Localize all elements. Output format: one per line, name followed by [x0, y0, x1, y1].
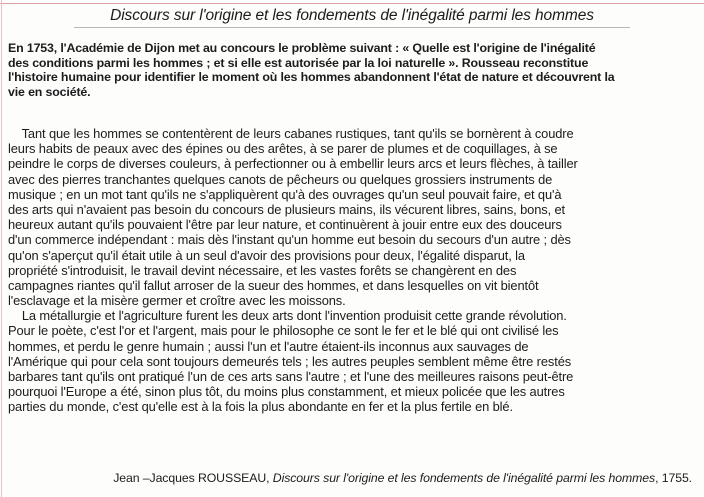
title-underline — [74, 27, 630, 28]
intro-line: En 1753, l'Académie de Dijon met au concours le problème suivant : « Quelle est l'origine de l'inégalité — [8, 41, 596, 55]
intro-line: l'histoire humaine pour identifier le moment où les hommes abandonnent l'état de nature et découvrent la — [8, 70, 615, 85]
left-margin-line — [1, 0, 2, 497]
excerpt-text — [8, 126, 698, 415]
excerpt-line: Tant que les hommes se contentèrent de leurs cabanes rustiques, tant qu'ils se bornèrent à coudre — [8, 126, 574, 141]
excerpt-line: Pour le poète, c'est l'or et l'argent, mais pour le philosophe ce sont le fer et le blé qui ont civilisé les — [8, 323, 559, 339]
excerpt-line: parties du monde, c'est qu'elle est à la fois la plus abondante en fer et la plus fertile en blé. — [8, 399, 513, 415]
excerpt-line: l'esclavage et la misère germer et croître avec les moissons. — [8, 293, 346, 309]
excerpt-line: d'un commerce indépendant : mais dès l'instant qu'un homme eut besoin du secours d'un autre ; dès — [8, 232, 571, 248]
citation-author: Jean –Jacques ROUSSEAU, — [113, 471, 273, 485]
intro-paragraph — [8, 41, 696, 99]
excerpt-line: avec des pierres tranchantes quelques canots de pêcheurs ou quelques grossiers instruments de — [8, 171, 553, 187]
excerpt-line: campagnes riantes qu'il fallut arroser de la sueur des hommes, et dans lesquelles on vit bientôt — [8, 277, 539, 293]
excerpt-line: La métallurgie et l'agriculture furent les deux arts dont l'invention produisit cette grande révolution. — [8, 308, 567, 324]
source-citation — [0, 471, 692, 485]
excerpt-line: l'Amérique qui pour cela sont toujours demeurés tels ; les autres peuples semblent même être restés — [8, 353, 572, 369]
document-title: Discours sur l'origine et les fondements de l'inégalité parmi les hommes — [110, 7, 594, 24]
excerpt-line: barbares tant qu'ils ont pratiqué l'un de ces arts sans l'autre ; et l'une des meilleures raisons peut-être — [8, 369, 574, 384]
excerpt-line: leurs habits de peaux avec des épines ou des arêtes, à se parer de plumes et de coquillages, à se — [8, 141, 558, 157]
intro-line: vie en société. — [8, 84, 91, 99]
citation-year: , 1755. — [655, 471, 692, 485]
top-margin-line — [0, 3, 704, 4]
excerpt-line: heureux autant qu'ils pouvaient l'être par leur nature, et continuèrent à jouir entre eux des douceurs — [8, 217, 562, 233]
excerpt-line: musique ; en un mot tant qu'ils ne s'appliquèrent qu'à des ouvrages qu'un seul pouvait faire, et qu'à — [8, 186, 562, 202]
excerpt-line: hommes, et perdu le genre humain ; aussi l'un et l'autre étaient-ils inconnus aux sauvages de — [8, 338, 529, 354]
excerpt-line: des arts qui n'avaient pas besoin du concours de plusieurs mains, ils vécurent libres, sains, bons, et — [8, 201, 566, 217]
excerpt-line: propriété s'introduisit, le travail devint nécessaire, et les vastes forêts se changèrent en des — [8, 262, 517, 278]
excerpt-line: peindre le corps de diverses couleurs, à perfectionner ou à embellir leurs arcs et leurs flèches, à tailler — [8, 156, 578, 172]
citation-work-title: Discours sur l'origine et les fondements de l'inégalité parmi les hommes — [272, 471, 656, 485]
intro-line: des conditions parmi les hommes ; et si elle est autorisée par la loi naturelle ». Rousseau reconstitue — [8, 55, 589, 70]
excerpt-line: qu'on s'aperçut qu'il était utile à un seul d'avoir des provisions pour deux, l'égalité disparut, la — [8, 247, 525, 263]
excerpt-line: pourquoi l'Europe a été, sinon plus tôt, du moins plus constamment, et mieux policée que les autres — [8, 384, 565, 400]
